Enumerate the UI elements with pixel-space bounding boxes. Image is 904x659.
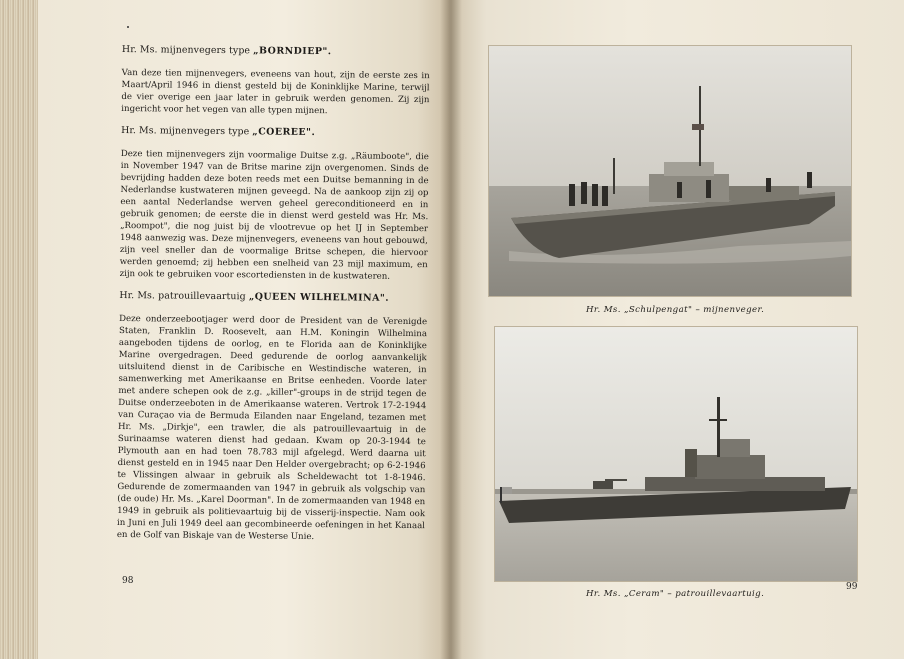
book-gutter bbox=[440, 0, 462, 659]
photo-caption: Hr. Ms. „Ceram" – patrouillevaartuig. bbox=[586, 589, 765, 599]
heading-name: „QUEEN WILHELMINA". bbox=[248, 291, 390, 304]
photo-patrol-vessel bbox=[494, 326, 858, 582]
section-queen-wilhelmina bbox=[117, 290, 428, 544]
heading-name: „COEREE". bbox=[252, 126, 316, 139]
section-coeree bbox=[120, 125, 430, 283]
heading-name: „BORNDIEP". bbox=[253, 45, 332, 58]
photo-minesweeper bbox=[488, 45, 852, 297]
page-number-right: 99 bbox=[846, 582, 858, 592]
left-text-column bbox=[117, 44, 430, 554]
print-mark bbox=[127, 26, 129, 28]
minesweeper-illustration bbox=[489, 46, 851, 296]
photo-caption: Hr. Ms. „Schulpengat" – mijnenveger. bbox=[586, 305, 765, 315]
page-edges bbox=[0, 0, 40, 659]
section-borndiep bbox=[121, 44, 430, 118]
heading-prefix: Hr. Ms. mijnenvegers type bbox=[121, 124, 250, 138]
section-heading bbox=[121, 125, 429, 140]
page-number-left: 98 bbox=[122, 576, 134, 586]
section-heading bbox=[122, 44, 430, 59]
section-body: Deze onderzeebootjager werd door de President van de Verenigde Staten, Franklin D. Roosevelt, aan H.M. Koningin Wilhelmina aangeboden tijdens de oorlog, en te Florida aan de Koninklijke Marine overgedragen. Deed gedurende de oorlog aanvankelijk uitsluitend dienst in de Caribische en Westindische wateren, in samenwerking met Amerikaanse en Britse eenheden. Voorde later met andere schepen ook de z.g. „killer"-groups in de strijd tegen de Duitse onderzeeboten in de Amerikaanse wateren. Vertrok 17-2-1944 van Curaçao via de Bermuda Eilanden naar Engeland, tezamen met Hr. Ms. „Dirkje", een trawler, die als patrouillevaartuig in de Surinaamse wateren dienst had gedaan. Kwam op 20-3-1944 te Plymouth aan en had toen 78.783 mijl afgelegd. Werd daarna uit dienst gesteld en in 1945 naar Den Helder overgebracht; op 6-2-1946 te Vlissingen alwaar in gebruik als Scheldewacht tot 1-8-1946. Gedurende de zomermaanden van 1947 in gebruik als volgschip van (de oude) Hr. Ms. „Karel Doorman". In de zomermaanden van 1948 en 1949 in gebruik als politievaartuig bij de visserij-inspectie. Nam ook in Juni en Juli 1949 deel aan gecombineerde oefeningen in het Kanaal en de Golf van Biskaje van de Westerse Unie. bbox=[116, 313, 428, 543]
section-body: Van deze tien mijnenvegers, eveneens van hout, zijn de eerste zes in Maart/April 1946 in dienst gesteld bij de Koninklijke Marine, terwijl de vier overige een jaar later in gebruik werden genomen. Zij zijn ingericht voor het vegen van alle typen mijnen. bbox=[121, 67, 430, 117]
section-heading bbox=[119, 290, 427, 305]
heading-prefix: Hr. Ms. mijnenvegers type bbox=[121, 44, 251, 57]
heading-prefix: Hr. Ms. patrouillevaartuig bbox=[119, 289, 246, 303]
section-body: Deze tien mijnenvegers zijn voormalige Duitse z.g. „Räumboote", die in November 1947 van de Britse marine zijn overgenomen. Sinds de bevrijding hadden deze boten reeds met een Duitse bemanning in de Nederlandse kustwateren mijnen geveegd. Na de aankoop zijn zij op een aantal Nederlandse werven geheel gereconditioneerd en in gebruik genomen; de eerste die in dienst werd gesteld was Hr. Ms. „Roompot", die nog juist bij de vlootrevue op het IJ in September 1948 aanwezig was. Deze mijnenvegers, eveneens van hout gebouwd, zijn veel sneller dan de voormalige Britse schepen, die hiervoor werden genoemd; zij hebben een snelheid van 23 mijl maximum, en zijn ook te gebruiken voor escortediensten in de kustwateren. bbox=[119, 148, 429, 282]
patrol-vessel-illustration bbox=[495, 327, 857, 581]
